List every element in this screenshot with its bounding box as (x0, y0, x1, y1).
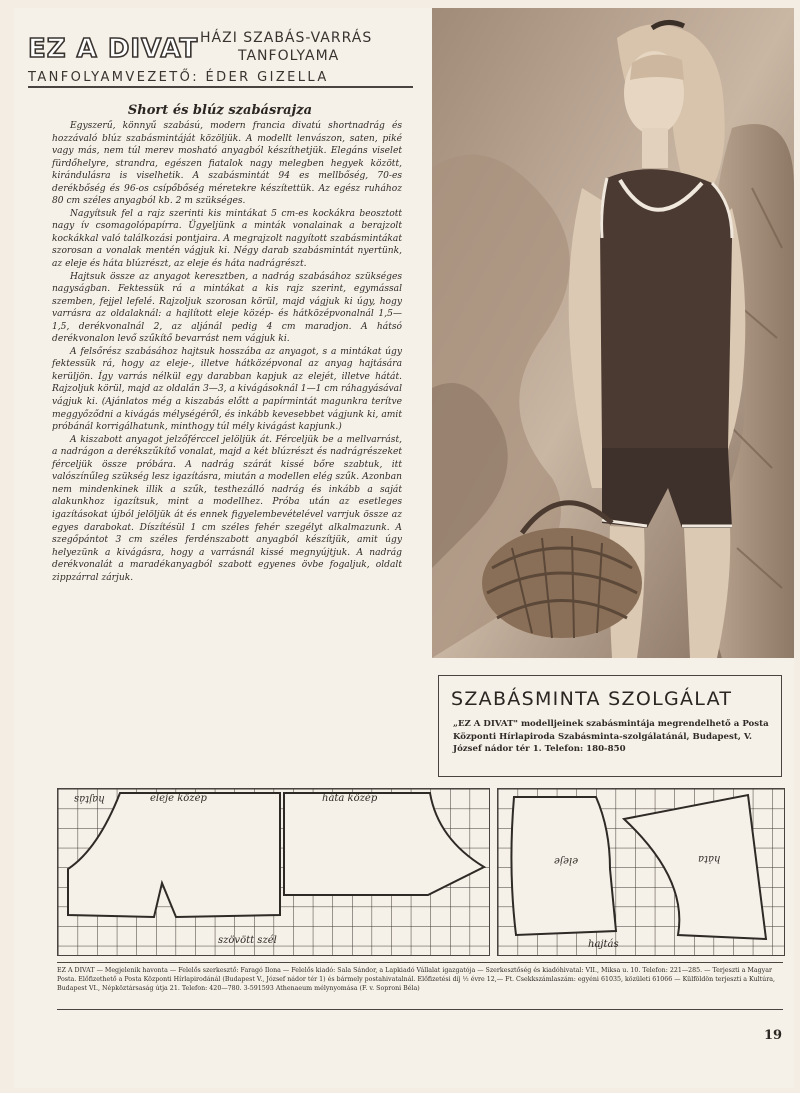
label-eleje-kozep: eleje közép (150, 793, 207, 804)
photo-illustration (432, 8, 794, 658)
article-paragraph: Nagyítsuk fel a rajz szerinti kis mintákat 5 cm-es kockákra beosztott nagy ív csomagolópapírra. Ügyeljünk a minták vonalainak a berajzolt kockákkal való találkozási pontjaira. A megrajzolt nagyított szabásmintákat szorosan a vonalak mentén vágjuk ki. Négy darab szabásmintát nyertünk, az eleje és háta blúzrészt, az eleje és háta nadrágrészt. (52, 208, 402, 270)
label-hajtas-bottom: hajtás (588, 939, 619, 950)
article-paragraph: Egyszerű, könnyű szabású, modern francia divatú shortnadrág és hozzávaló blúz szabásmintáját közöljük. A modellt lenvászon, saten, piké vagy más, nem túl merev mosható anyagból készíthetjük. Elegáns viselet fürdőhelyre, strandra, egészen fiatalok nagy melegben hegyek között, kirándulásra is viselhetik. A szabásmintát 94 es mellbőség, 70-es derékbőség és 96-os csípőbőség méretekre készítettük. Az egész ruhához 80 cm széles anyagból kb. 2 m szükséges. (52, 121, 402, 207)
article-title: Short és blúz szabásrajza (127, 103, 313, 118)
shorts-pattern-drawing (498, 789, 784, 955)
label-hata: háta (698, 853, 721, 864)
label-hata-kozep: háta közép (322, 793, 378, 804)
shorts-pattern-panel (497, 788, 785, 956)
course-title-line2: TANFOLYAMA (238, 48, 340, 64)
pattern-service-box (438, 675, 782, 777)
service-title: SZABÁSMINTA SZOLGÁLAT (451, 688, 733, 710)
label-eleje: eleje (554, 855, 579, 866)
header-divider (28, 86, 413, 88)
model-photo (432, 8, 794, 658)
course-title-line1: HÁZI SZABÁS-VARRÁS (200, 30, 373, 46)
article-body (52, 120, 402, 584)
article-paragraph: A felsőrész szabásához hajtsuk hosszába az anyagot, s a mintákat úgy fektessük rá, hogy az eleje-, illetve hátközépvonal az anyag hajtására kerüljön. Így varrás nélkül egy darabban kapjuk az elejét, illetve hátát. Rajzoljuk körül, majd az oldalán 3—3, a kivágásoknál 1—1 cm ráhagyásával vágjuk ki. (Ajánlatos még a kiszabás előtt a papírmintát magunkra terítve meggyőződni a kivágás mélységéről, és inkább kevesebbet vágjunk ki, amit próbánál korrigálhatunk, minthogy túl mély kivágást kapjunk.) (52, 346, 402, 433)
blouse-pattern-panel (57, 788, 490, 956)
service-text: „EZ A DIVAT" modelljeinek szabásmintája megrendelhető a Posta Központi Hírlapiroda Szabásminta-szolgálatánál, Budapest, V. József nádor tér 1. Telefon: 180-850 (453, 719, 769, 754)
header (28, 20, 413, 86)
article-paragraph: Hajtsuk össze az anyagot keresztben, a nadrág szabásához szükséges nagyságban. Fektessük rá a mintákat a kis rajz szerint, egymással szemben, fejjel lefelé. Rajzoljuk szorosan körül, majd vágjuk ki úgy, hogy varrásra az oldalaknál: a hajlított eleje közép- és hátközépvonalnál 1,5—1,5, derékvonalnál 2, az aljánál pedig 4 cm maradjon. A hátsó derékvonalon levő szűkítő bevarrást nem vágjuk ki. (52, 271, 402, 345)
label-hajtas-top: hajtás (74, 793, 105, 804)
article-paragraph: A kiszabott anyagot jelzőférccel jelöljük át. Férceljük be a mellvarrást, a nadrágon a derékszűkítő vonalat, majd a két blúzrészt és nadrágrészeket férceljük össze próbára. A nadrág szárát kissé bőre szabtuk, itt valószínűleg szükség lesz igazításra, miután a modellen elég szűk. Azonban nem mindenkinek illik a szűk, testhezálló nadrág és inkább a saját alakunkhoz igazítsuk, mint a modellhez. Próba után az esetleges igazításokat újból jelöljük át és ennek figyelembevételével varrjuk össze az egyes darabokat. Díszítésül 1 cm széles fehér szegélyt alkalmazunk. A szegőpántot 3 cm széles ferdénszabott anyagból készítjük, amit úgy helyezünk a kivágásra, hogy a varrásnál kissé megnyújtjuk. A nadrág derékvonalát a maradékanyagból szabott egyenes övbe fogaljuk, oldalt zippzárral zárjuk. (52, 434, 402, 583)
course-leader: TANFOLYAMVEZETŐ: ÉDER GIZELLA (28, 70, 329, 85)
label-szovott-szel: szövött szél (218, 935, 277, 946)
page-number: 19 (764, 1028, 783, 1043)
blouse-pattern-drawing (58, 789, 489, 955)
imprint-footer: EZ A DIVAT — Megjelenik havonta — Felelős szerkesztő: Faragó Ilona — Felelős kiadó: Sala Sándor, a Lapkiadó Vállalat igazgatója — Szerkesztőség és kiadóhivatal: VII., Miksa u. 10. Telefon: 221—285. — Terjeszti a Magyar Posta. Előfizethető a Posta Központi Hírlapirodánál (Budapest V., József nádor tér 1) és bármely postahivatalnál. Előfizetési díj ½ évre 12,— Ft. Csekkszámlaszám: egyéni 61035, közületi 61066 — Külföldön terjeszti a Kultúra, Budapest VI., Népköztársaság útja 21. Telefon: 420—780. 3-591593 Athenaeum mélynyomása (F. v. Soproni Béla) (57, 962, 783, 1010)
magazine-logo: EZ A DIVAT (28, 34, 199, 64)
